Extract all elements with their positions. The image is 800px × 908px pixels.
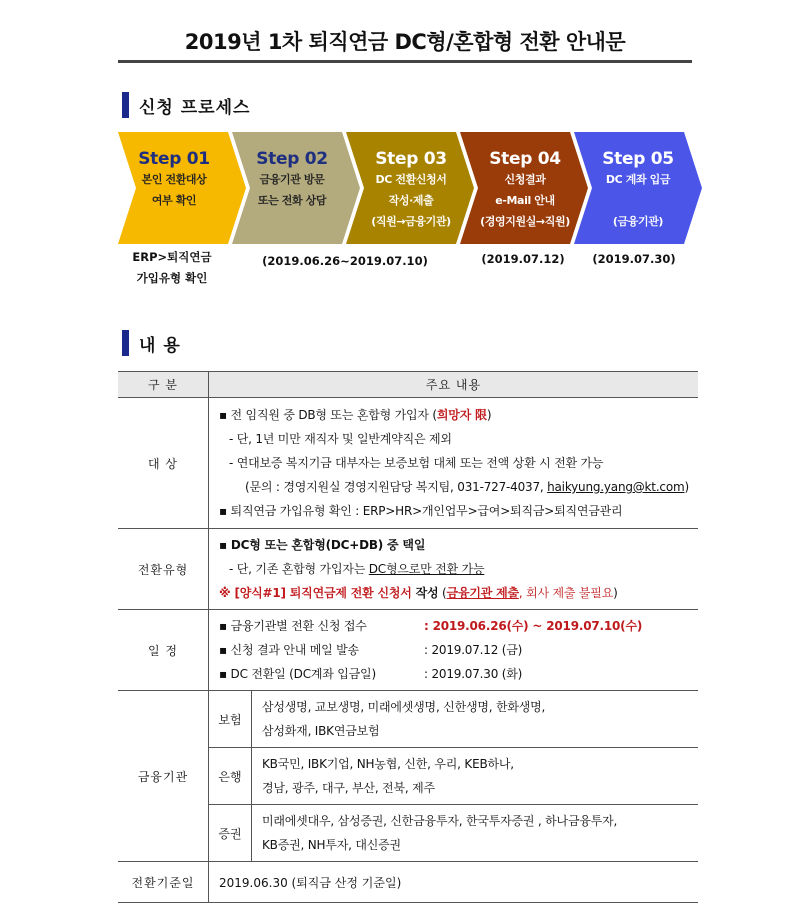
- schedule-value: : 2019.06.26(수) ~ 2019.07.10(수): [424, 619, 643, 633]
- step-1-line1: 본인 전환대상: [141, 173, 207, 186]
- table-header-row: [118, 372, 698, 398]
- bank-line-2: 경남, 광주, 대구, 부산, 전북, 제주: [262, 781, 435, 795]
- target-line-4: [219, 475, 698, 499]
- target-line-1: [219, 403, 698, 427]
- section-bar: [122, 330, 129, 356]
- process-steps: [0, 132, 800, 244]
- table-row-base-date: [118, 862, 698, 903]
- step-1-note-line2: 가입유형 확인: [136, 271, 208, 285]
- type-label: 전환유형: [118, 529, 209, 610]
- step-5-note: (2019.07.30): [592, 252, 676, 266]
- bank-label: 은행: [209, 748, 252, 805]
- highlight-text: 금융기관 제출: [446, 586, 519, 600]
- email-link[interactable]: haikyung.yang@kt.com: [547, 480, 685, 494]
- step-2-line2: 또는 전화 상담: [257, 194, 327, 207]
- step-1: [118, 132, 230, 211]
- text: - 단, 기존 혼합형 가입자는: [229, 562, 369, 576]
- schedule-key: ▪ DC 전환일 (DC계좌 입금일): [219, 667, 376, 681]
- bank-line-1: KB국민, IBK기업, NH농협, 신한, 우리, KEB하나,: [262, 757, 514, 771]
- section-title: 내 용: [139, 335, 181, 356]
- base-date-label: 전환기준일: [118, 862, 209, 903]
- insurance-line-2: 삼성화재, IBK연금보험: [262, 724, 380, 738]
- section-content: [122, 330, 181, 356]
- step-5-line1: DC 계좌 입금: [605, 173, 671, 186]
- section-bar: [122, 92, 129, 118]
- table-row-insurance: [118, 691, 698, 748]
- step-5-line3: (금융기관): [612, 215, 664, 228]
- insurance-label: 보험: [209, 691, 252, 748]
- type-line-2: [219, 557, 698, 581]
- form-text: ※ [양식#1] 퇴직연금제 전환 신청서: [219, 586, 416, 600]
- insurance-content: [252, 691, 699, 748]
- target-line-2: - 단, 1년 미만 재직자 및 일반계약직은 제외: [229, 432, 452, 446]
- base-date-value: 2019.06.30 (퇴직금 산정 기준일): [209, 862, 699, 903]
- institutions-label: 금융기관: [118, 691, 209, 862]
- step-1-note-line1: ERP>퇴직연금: [132, 250, 212, 264]
- step-3-line3: (직원→금융기관): [371, 215, 451, 228]
- securities-line-1: 미래에셋대우, 삼성증권, 신한금융투자, 한국투자증권 , 하나금융투자,: [262, 814, 618, 828]
- step-3-line2: 작성·제출: [388, 194, 434, 207]
- securities-line-2: KB증권, NH투자, 대신증권: [262, 838, 401, 852]
- text: ): [684, 480, 689, 494]
- table-row-type: [118, 529, 698, 610]
- schedule-value: : 2019.07.12 (금): [424, 643, 523, 657]
- highlight-text: 희망자 限: [436, 408, 487, 422]
- step-1-head: Step 01: [138, 149, 210, 169]
- step-4-line2: e-Mail 안내: [495, 194, 555, 207]
- step-1-line2: 여부 확인: [151, 194, 197, 207]
- table-row-target: [118, 398, 698, 529]
- target-label: 대 상: [118, 398, 209, 529]
- securities-label: 증권: [209, 805, 252, 862]
- table-row-schedule: [118, 610, 698, 691]
- step-2: [236, 132, 348, 211]
- step-3: [355, 132, 467, 232]
- schedule-content: [209, 610, 699, 691]
- section-process: [122, 92, 250, 118]
- text: (문의 : 경영지원실 경영지원담당 복지팀, 031-727-4037,: [245, 480, 548, 494]
- target-content: [209, 398, 699, 529]
- target-line-3: - 연대보증 복지기금 대부자는 보증보험 대체 또는 전액 상환 시 전환 가능: [229, 456, 604, 470]
- section-title: 신청 프로세스: [139, 97, 251, 118]
- step-4: [469, 132, 581, 232]
- schedule-value: : 2019.07.30 (화): [424, 667, 523, 681]
- step-4-line3: (경영지원실→직원): [480, 215, 570, 228]
- step-3-line1: DC 전환신청서: [375, 173, 447, 186]
- header-category: 구 분: [118, 372, 209, 398]
- schedule-line-3: [219, 662, 698, 686]
- insurance-line-1: 삼성생명, 교보생명, 미래에셋생명, 신한생명, 한화생명,: [262, 700, 546, 714]
- schedule-label: 일 정: [118, 610, 209, 691]
- text: ▪ 전 임직원 중 DB형 또는 혼합형 가입자 (: [219, 408, 437, 422]
- underline-text: DC형으로만 전환 가능: [368, 562, 485, 576]
- schedule-key: ▪ 신청 결과 안내 메일 발송: [219, 643, 359, 657]
- step-4-head: Step 04: [489, 149, 561, 169]
- text: , 회사 제출 불필요: [518, 586, 614, 600]
- schedule-line-2: [219, 638, 698, 662]
- step-4-note: (2019.07.12): [481, 252, 565, 266]
- type-content: [209, 529, 699, 610]
- step-1-note: [112, 247, 232, 289]
- step-5-line2: [582, 190, 694, 211]
- step-5-head: Step 05: [602, 149, 674, 169]
- text: ): [486, 408, 492, 422]
- step-5: [582, 132, 694, 232]
- step-2-note: (2019.06.26~2019.07.10): [262, 254, 428, 268]
- schedule-key: ▪ 금융기관별 전환 신청 접수: [219, 619, 367, 633]
- title-underline: [118, 60, 692, 63]
- step-2-head: Step 02: [256, 149, 328, 169]
- type-line-3: [219, 581, 698, 605]
- header-content: 주요 내용: [209, 372, 699, 398]
- type-line-1: ▪ DC형 또는 혼합형(DC+DB) 중 택일: [219, 538, 426, 552]
- step-3-head: Step 03: [375, 149, 447, 169]
- text: (: [438, 586, 447, 600]
- page-title: 2019년 1차 퇴직연금 DC형/혼합형 전환 안내문: [184, 30, 626, 54]
- content-table: [118, 371, 698, 903]
- schedule-line-1: [219, 614, 698, 638]
- bank-content: [252, 748, 699, 805]
- text: 작성: [415, 586, 439, 600]
- step-4-line1: 신청결과: [504, 173, 546, 186]
- securities-content: [252, 805, 699, 862]
- text: ): [613, 586, 618, 600]
- target-line-5: ▪ 퇴직연금 가입유형 확인 : ERP>HR>개인업무>급여>퇴직금>퇴직연금관리: [219, 504, 623, 518]
- step-2-line1: 금융기관 방문: [259, 173, 325, 186]
